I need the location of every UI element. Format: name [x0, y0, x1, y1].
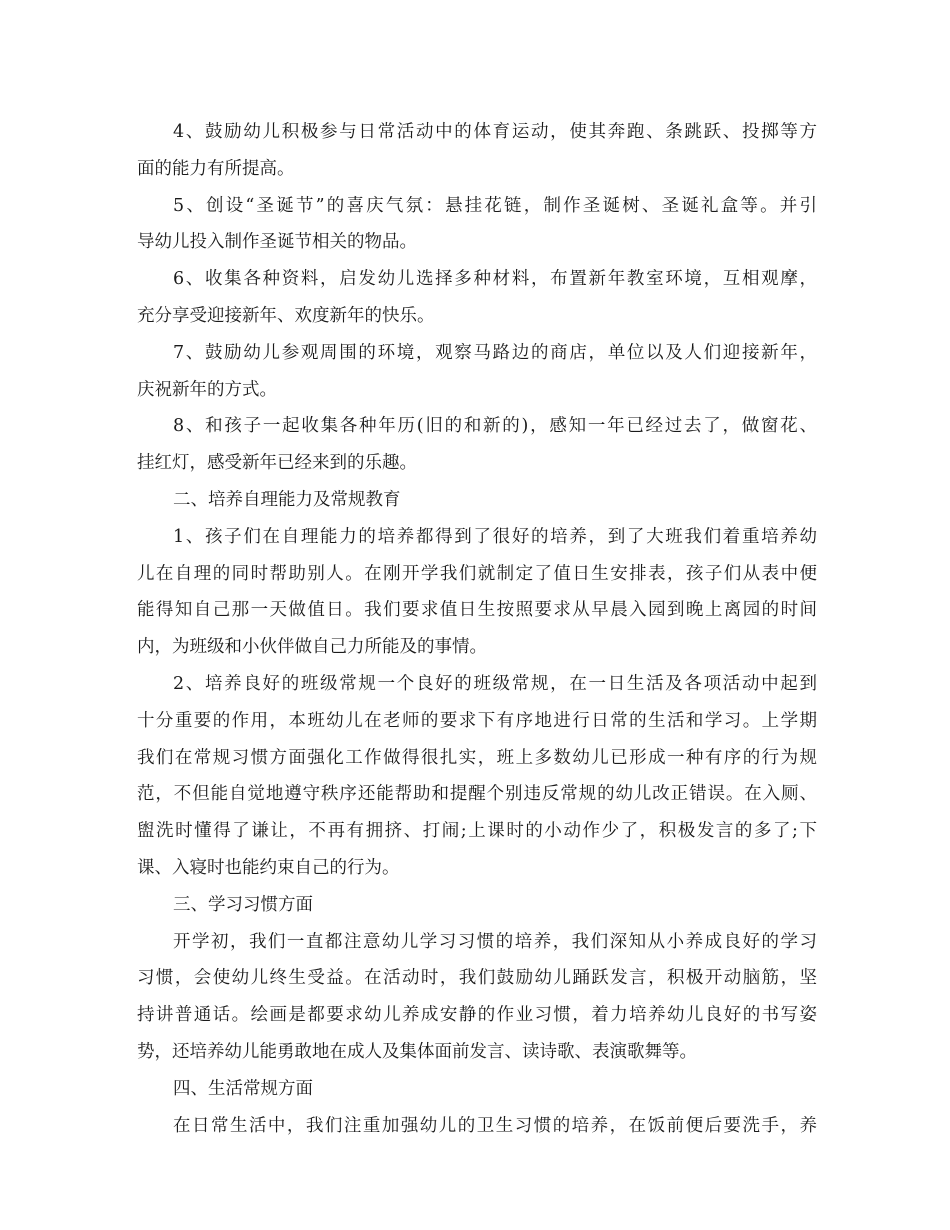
text-line: 内，为班级和小伙伴做自己力所能及的事情。 — [137, 637, 487, 658]
text-line: 5、创设“圣诞节”的喜庆气氛：悬挂花链，制作圣诞树、圣诞礼盒等。并引 — [173, 195, 817, 216]
text-line: 8、和孩子一起收集各种年历(旧的和新的)，感知一年已经过去了，做窗花、 — [173, 416, 817, 437]
text-line: 开学初，我们一直都注意幼儿学习习惯的培养，我们深知从小养成良好的学习 — [173, 931, 817, 952]
text-line: 7、鼓励幼儿参观周围的环境，观察马路边的商店，单位以及人们迎接新年， — [173, 342, 817, 363]
text-line: 面的能力有所提高。 — [137, 158, 295, 179]
text-line: 2、培养良好的班级常规一个良好的班级常规，在一日生活及各项活动中起到 — [173, 673, 817, 694]
text-line: 能得知自己那一天做值日。我们要求值日生按照要求从早晨入园到晚上离园的时间 — [137, 600, 817, 621]
text-line: 在日常生活中，我们注重加强幼儿的卫生习惯的培养，在饭前便后要洗手，养 — [173, 1115, 817, 1136]
text-line: 四、生活常规方面 — [173, 1078, 313, 1099]
text-line: 挂红灯，感受新年已经来到的乐趣。 — [137, 453, 417, 474]
text-line: 势，还培养幼儿能勇敢地在成人及集体面前发言、读诗歌、表演歌舞等。 — [137, 1041, 697, 1062]
text-line: 课、入寝时也能约束自己的行为。 — [137, 857, 400, 878]
text-line: 持讲普通话。绘画是都要求幼儿养成安静的作业习惯，着力培养幼儿良好的书写姿 — [137, 1005, 817, 1026]
text-line: 6、收集各种资料，启发幼儿选择多种材料，布置新年教室环境，互相观摩， — [173, 269, 817, 290]
text-line: 盥洗时懂得了谦让，不再有拥挤、打闹;上课时的小动作少了，积极发言的多了;下 — [137, 821, 817, 842]
text-line: 庆祝新年的方式。 — [137, 379, 277, 400]
text-line: 充分享受迎接新年、欢度新年的快乐。 — [137, 305, 435, 326]
text-line: 二、培养自理能力及常规教育 — [173, 489, 401, 510]
document-body — [137, 114, 817, 1144]
text-line: 儿在自理的同时帮助别人。在刚开学我们就制定了值日生安排表，孩子们从表中便 — [137, 563, 817, 584]
text-line: 导幼儿投入制作圣诞节相关的物品。 — [137, 232, 417, 253]
text-line: 十分重要的作用，本班幼儿在老师的要求下有序地进行日常的生活和学习。上学期 — [137, 710, 817, 731]
text-line: 4、鼓励幼儿积极参与日常活动中的体育运动，使其奔跑、条跳跃、投掷等方 — [173, 122, 817, 142]
text-line: 范，不但能自觉地遵守秩序还能帮助和提醒个别违反常规的幼儿改正错误。在入厕、 — [137, 784, 817, 805]
text-line: 习惯，会使幼儿终生受益。在活动时，我们鼓励幼儿踊跃发言，积极开动脑筋，坚 — [137, 968, 817, 989]
text-line: 三、学习习惯方面 — [173, 894, 313, 915]
text-line: 1、孩子们在自理能力的培养都得到了很好的培养，到了大班我们着重培养幼 — [173, 526, 817, 547]
text-line: 我们在常规习惯方面强化工作做得很扎实，班上多数幼儿已形成一种有序的行为规 — [137, 747, 817, 768]
